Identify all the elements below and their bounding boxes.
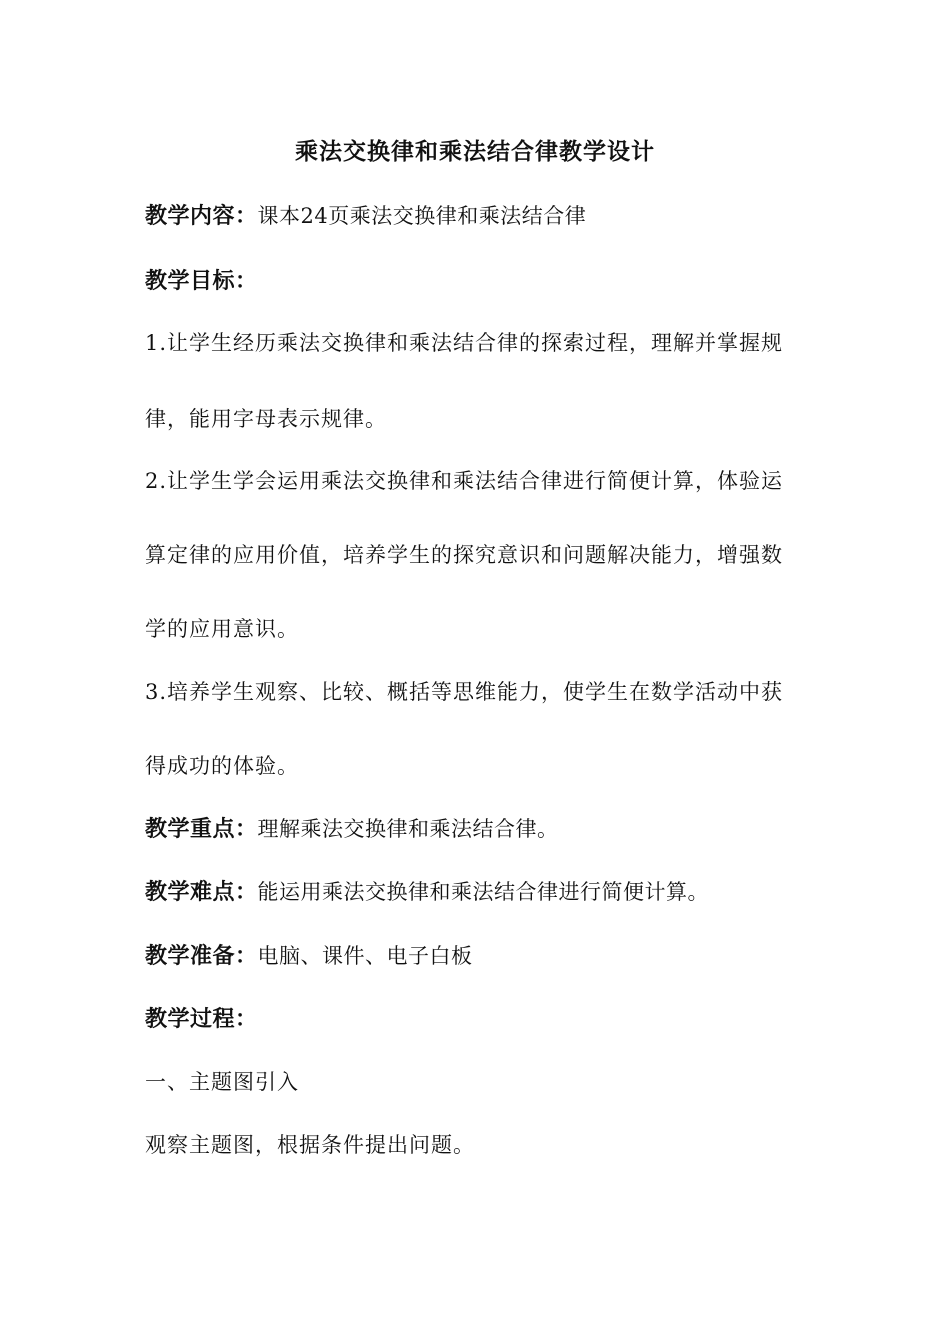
content-label: 教学内容： [145,204,258,229]
key-points-value: 理解乘法交换律和乘法结合律。 [257,817,559,841]
objective-line-2: 律，能用字母表示规律。 [145,407,387,431]
difficulties-label: 教学难点： [145,880,258,905]
section-one-heading: 一、主题图引入 [145,1070,299,1094]
preparation-label: 教学准备： [145,944,258,969]
content-value: 课本24页乘法交换律和乘法结合律 [257,204,587,228]
objectives-heading [145,266,815,297]
difficulties-line [145,877,815,908]
objective-line-4: 算定律的应用价值，培养学生的探究意识和问题解决能力，增强数 [145,543,783,567]
key-points-label: 教学重点： [145,817,258,842]
objective-line-7: 得成功的体验。 [145,754,299,778]
process-heading [145,1004,815,1035]
preparation-value: 电脑、课件、电子白板 [257,944,473,968]
key-points-line [145,814,815,845]
content-line [145,201,815,232]
objective-line-3: 2.让学生学会运用乘法交换律和乘法结合律进行简便计算，体验运 [145,469,784,493]
objective-line-5: 学的应用意识。 [145,617,299,641]
difficulties-value: 能运用乘法交换律和乘法结合律进行简便计算。 [257,880,710,904]
process-label: 教学过程： [145,1007,258,1032]
objective-line-1: 1.让学生经历乘法交换律和乘法结合律的探索过程，理解并掌握规 [145,331,784,355]
document-title: 乘法交换律和乘法结合律教学设计 [295,139,655,165]
preparation-line [145,941,815,972]
objectives-label: 教学目标： [145,269,258,294]
objective-line-6: 3.培养学生观察、比较、概括等思维能力，使学生在数学活动中获 [145,680,784,704]
section-one-text: 观察主题图，根据条件提出问题。 [145,1133,475,1157]
